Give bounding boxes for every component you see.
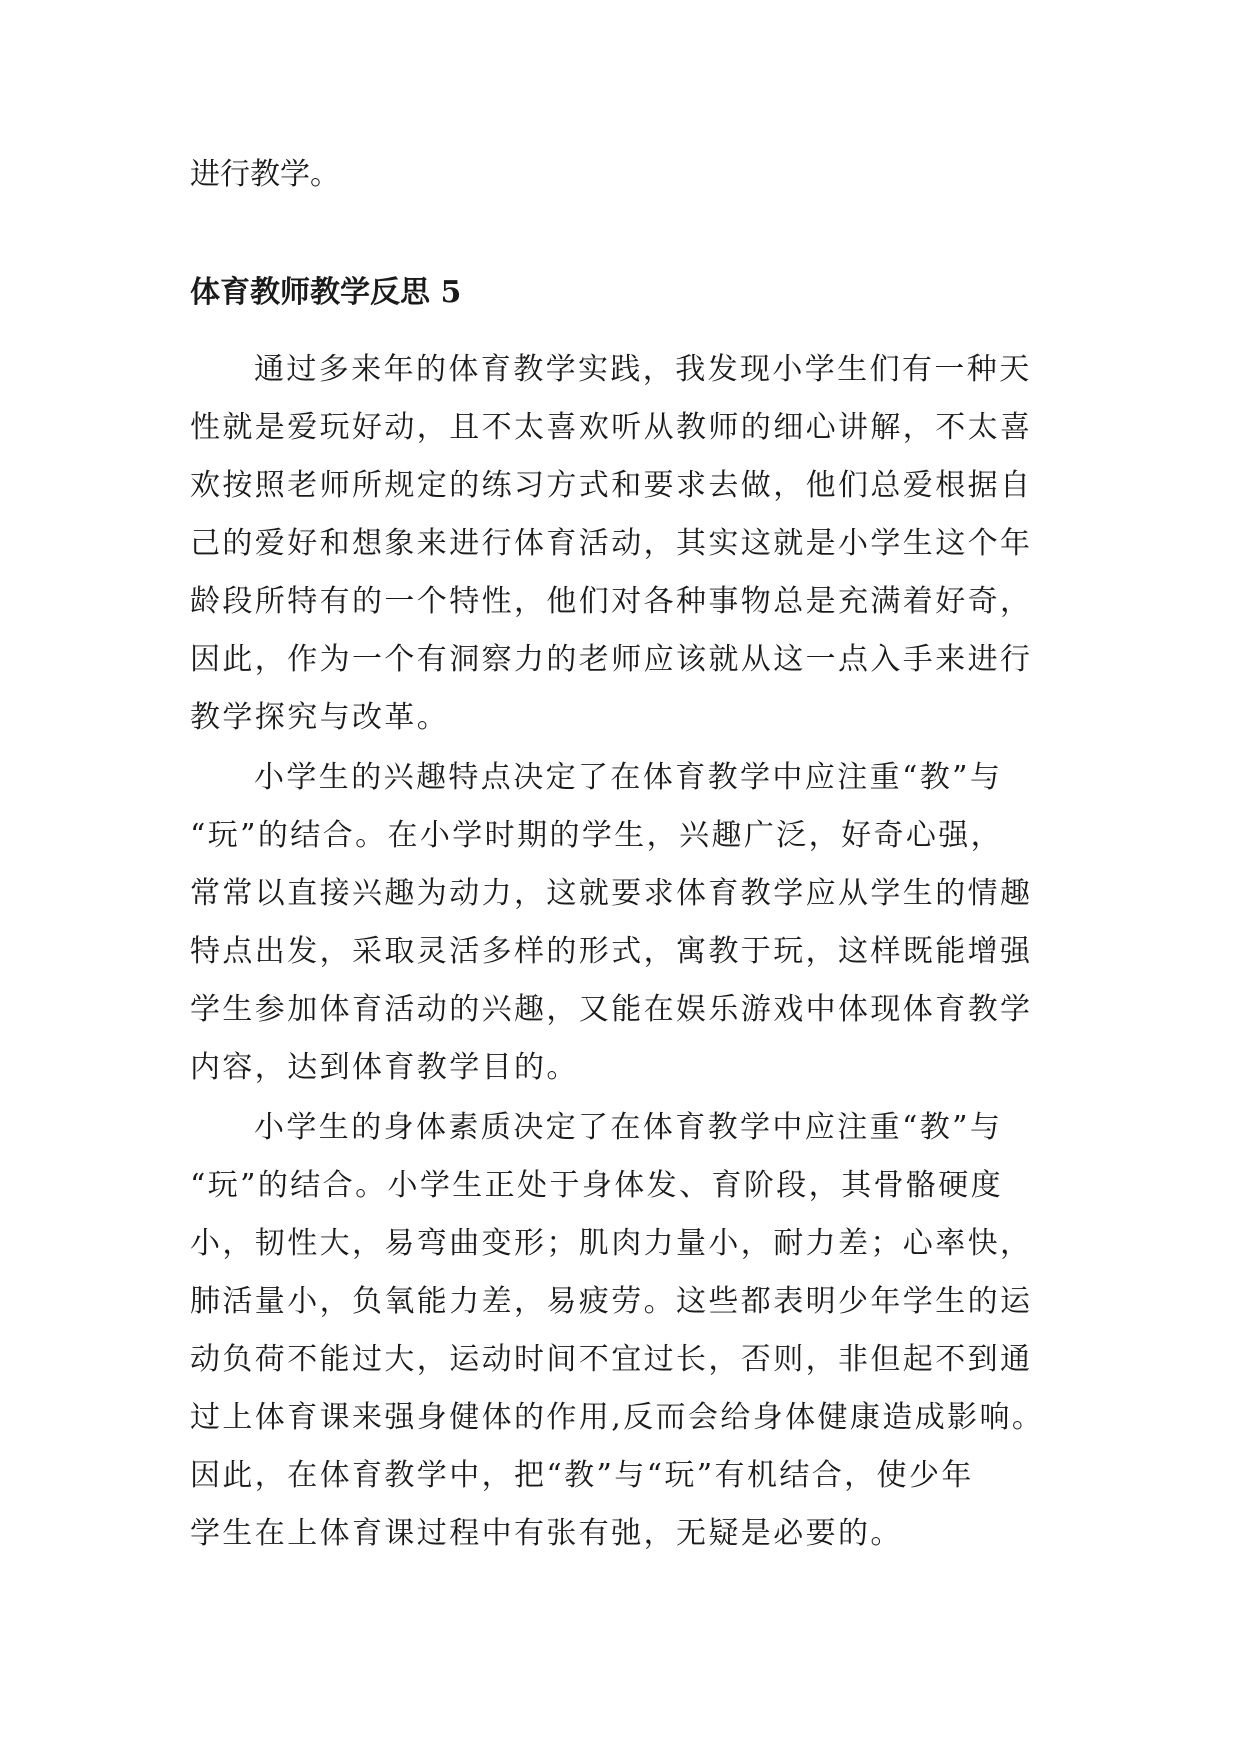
paragraph-line: “玩”的结合。小学生正处于身体发、育阶段，其骨骼硬度 [190,1168,1004,1203]
paragraph-line: 通过多来年的体育教学实践，我发现小学生们有一种天 [254,352,1032,387]
paragraph-line: 因此，作为一个有洞察力的老师应该就从这一点入手来进行 [190,642,1033,677]
paragraph-line: 学生参加体育活动的兴趣，又能在娱乐游戏中体现体育教学 [190,992,1033,1027]
document-body [190,155,1050,1565]
paragraph-3 [190,1099,1050,1563]
paragraph-line: 内容，达到体育教学目的。 [190,1050,579,1085]
paragraph-line: 常常以直接兴趣为动力，这就要求体育教学应从学生的情趣 [190,876,1033,911]
paragraph-line: 因此，在体育教学中，把“教”与“玩”有机结合，使少年 [190,1458,974,1493]
paragraph-1 [190,341,1050,747]
paragraph-line: 过上体育课来强身健体的作用,反而会给身体健康造成影响。 [190,1400,1045,1435]
paragraph-2 [190,749,1050,1097]
paragraph-line: 特点出发，采取灵活多样的形式，寓教于玩，这样既能增强 [190,934,1033,969]
paragraph-line: 性就是爱玩好动，且不太喜欢听从教师的细心讲解，不太喜 [190,410,1033,445]
paragraph-line: 肺活量小，负氧能力差，易疲劳。这些都表明少年学生的运 [190,1284,1033,1319]
paragraph-line: 动负荷不能过大，运动时间不宜过长，否则，非但起不到通 [190,1342,1033,1377]
paragraph-line: 龄段所特有的一个特性，他们对各种事物总是充满着好奇， [190,584,1033,619]
paragraph-line: 小，韧性大，易弯曲变形；肌肉力量小，耐力差；心率快， [190,1226,1033,1261]
section-heading: 体育教师教学反思 5 [190,275,462,310]
paragraph-line: 小学生的身体素质决定了在体育教学中应注重“教”与 [254,1110,1003,1145]
paragraph-line: “玩”的结合。在小学时期的学生，兴趣广泛，好奇心强， [190,818,1004,853]
paragraph-line: 教学探究与改革。 [190,700,450,735]
paragraph-line: 己的爱好和想象来进行体育活动，其实这就是小学生这个年 [190,526,1033,561]
lead-text: 进行教学。 [190,157,340,192]
paragraph-line: 学生在上体育课过程中有张有弛，无疑是必要的。 [190,1516,903,1551]
paragraph-line: 欢按照老师所规定的练习方式和要求去做，他们总爱根据自 [190,468,1033,503]
paragraph-line: 小学生的兴趣特点决定了在体育教学中应注重“教”与 [254,760,1003,795]
